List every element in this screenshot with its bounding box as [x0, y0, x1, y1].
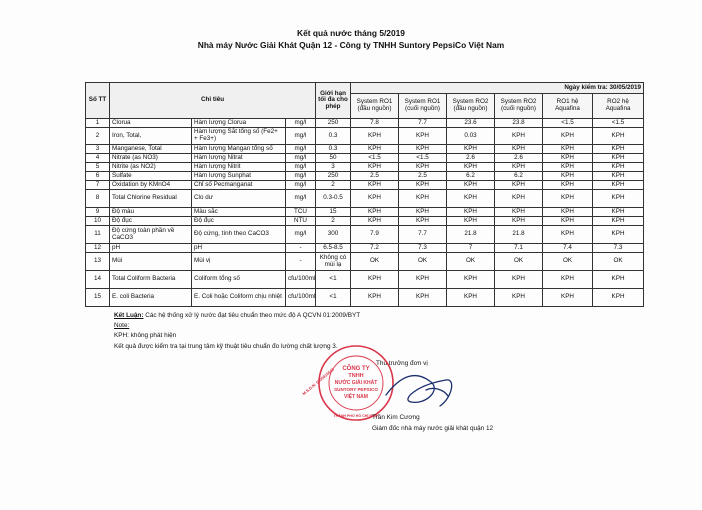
row-indicator-name: Độ đục [110, 217, 192, 226]
row-value: KPH [447, 289, 495, 307]
row-value: <1.5 [543, 119, 593, 128]
row-value: 7.7 [399, 226, 447, 244]
row-unit: NTU [286, 217, 316, 226]
results-table [85, 82, 644, 307]
row-value: KPH [351, 145, 399, 154]
row-indicator-desc: Coliform tổng số [192, 271, 286, 289]
row-limit: 2 [316, 181, 351, 190]
row-indicator-desc: Màu sắc [192, 208, 286, 217]
row-indicator-name: Oxidation by KMnO4 [110, 181, 192, 190]
header-limit: Giới hạn tối đa cho phép [316, 83, 351, 119]
row-value: KPH [351, 208, 399, 217]
row-unit: mg/l [286, 172, 316, 181]
row-value: OK [399, 253, 447, 271]
row-value: KPH [399, 145, 447, 154]
row-indicator-desc: Hàm lượng Sắt tổng số (Fe2+ + Fe3+) [192, 128, 286, 145]
row-value: KPH [543, 289, 593, 307]
row-unit: TCU [286, 208, 316, 217]
row-limit: 0.3 [316, 145, 351, 154]
row-indicator-name: Độ màu [110, 208, 192, 217]
row-unit: mg/l [286, 154, 316, 163]
row-number: 6 [86, 172, 110, 181]
conclusion-label: Kết Luận: [114, 312, 144, 319]
table-row [86, 271, 644, 289]
row-value: KPH [447, 217, 495, 226]
row-value: KPH [495, 217, 543, 226]
row-limit: 0.3-0.5 [316, 190, 351, 208]
row-indicator-name: E. coli Bacteria [110, 289, 192, 307]
row-value: KPH [593, 172, 644, 181]
signer-block [372, 413, 493, 434]
row-value: 21.8 [447, 226, 495, 244]
row-value: KPH [447, 145, 495, 154]
row-value: 2.5 [351, 172, 399, 181]
row-value: KPH [543, 208, 593, 217]
row-value: OK [593, 253, 644, 271]
row-value: KPH [495, 208, 543, 217]
stamp-line2: TNHH [348, 373, 364, 379]
table-row [86, 244, 644, 253]
row-indicator-name: Clorua [110, 119, 192, 128]
row-value: KPH [593, 128, 644, 145]
table-row [86, 289, 644, 307]
stamp-code: M.S.D.N: 0300816663 [301, 366, 336, 397]
row-number: 2 [86, 128, 110, 145]
row-value: 2.5 [399, 172, 447, 181]
row-value: 7.4 [543, 244, 593, 253]
row-value: OK [543, 253, 593, 271]
header-system-ro2-start: System RO2 (đầu nguồn) [447, 94, 495, 119]
row-number: 7 [86, 181, 110, 190]
row-limit: <1 [316, 289, 351, 307]
row-value: KPH [447, 208, 495, 217]
table-row [86, 226, 644, 244]
row-indicator-name: Nitrate (as NO3) [110, 154, 192, 163]
row-number: 12 [86, 244, 110, 253]
row-number: 9 [86, 208, 110, 217]
row-number: 4 [86, 154, 110, 163]
row-indicator-desc: Mùi vị [192, 253, 286, 271]
row-value: KPH [495, 289, 543, 307]
row-value: KPH [447, 163, 495, 172]
header-system-ro1-start: System RO1 (đầu nguồn) [351, 94, 399, 119]
header-ro1-aquafina: RO1 hệ Aquafina [543, 94, 593, 119]
row-value: KPH [543, 190, 593, 208]
row-limit: 0.3 [316, 128, 351, 145]
row-value: KPH [593, 271, 644, 289]
row-indicator-desc: Hàm lượng Nitrat [192, 154, 286, 163]
header-system-ro1-end: System RO1 (cuối nguồn) [399, 94, 447, 119]
table-row [86, 217, 644, 226]
row-indicator-desc: Chỉ số Pecmanganat [192, 181, 286, 190]
row-indicator-desc: Hàm lượng Clorua [192, 119, 286, 128]
row-indicator-desc: Hàm lượng Sunphat [192, 172, 286, 181]
row-value: 7 [447, 244, 495, 253]
row-value: KPH [593, 289, 644, 307]
stamp-line1: CÔNG TY [342, 366, 370, 372]
stamp-line4: SUNTORY PEPSICO [334, 387, 378, 392]
row-value: KPH [543, 217, 593, 226]
document-subtitle: Nhà máy Nước Giải Khát Quận 12 - Công ty TNHH Suntory PepsiCo Việt Nam [197, 40, 505, 50]
row-value: OK [351, 253, 399, 271]
row-number: 5 [86, 163, 110, 172]
row-value: KPH [399, 163, 447, 172]
signature-role: Thủ trưởng đơn vị [376, 360, 428, 367]
row-value: 7.8 [351, 119, 399, 128]
row-value: KPH [447, 190, 495, 208]
row-indicator-name: Manganese, Total [110, 145, 192, 154]
row-value: KPH [351, 190, 399, 208]
row-indicator-name: Sulfate [110, 172, 192, 181]
signer-position: Giám đốc nhà máy nước giải khát quận 12 [372, 424, 494, 432]
header-system-ro2-end: System RO2 (cuối nguồn) [495, 94, 543, 119]
row-value: KPH [399, 208, 447, 217]
stamp-ring: THÀNH PHỐ HỒ CHÍ MINH [333, 414, 379, 418]
row-indicator-desc: Độ đục [192, 217, 286, 226]
row-indicator-desc: Độ cứng, tính theo CaCO3 [192, 226, 286, 244]
row-value: KPH [351, 217, 399, 226]
row-value: KPH [593, 154, 644, 163]
row-unit: - [286, 253, 316, 271]
row-value: KPH [593, 208, 644, 217]
row-number: 15 [86, 289, 110, 307]
row-value: KPH [351, 163, 399, 172]
row-indicator-desc: Hàm lượng Mangan tổng số [192, 145, 286, 154]
row-value: 7.2 [351, 244, 399, 253]
row-unit: mg/l [286, 190, 316, 208]
row-value: <1.5 [593, 119, 644, 128]
row-indicator-desc: Clo dư [192, 190, 286, 208]
row-value: KPH [593, 190, 644, 208]
row-value: KPH [495, 181, 543, 190]
header-stt: Số TT [86, 83, 110, 119]
row-limit: 50 [316, 154, 351, 163]
row-unit: mg/l [286, 119, 316, 128]
header-ro2-aquafina: RO2 hệ Aquafina [593, 94, 644, 119]
row-indicator-name: Iron, Total, [110, 128, 192, 145]
handwritten-signature-icon [356, 360, 476, 415]
table-row [86, 163, 644, 172]
table-row [86, 145, 644, 154]
row-value: <1.5 [351, 154, 399, 163]
row-indicator-desc: Hàm lượng Nitrit [192, 163, 286, 172]
row-value: OK [495, 253, 543, 271]
row-value: KPH [495, 190, 543, 208]
row-value: KPH [351, 128, 399, 145]
row-value: KPH [593, 145, 644, 154]
row-number: 3 [86, 145, 110, 154]
row-value: KPH [399, 128, 447, 145]
table-row [86, 154, 644, 163]
row-value: KPH [399, 271, 447, 289]
row-number: 13 [86, 253, 110, 271]
row-value: KPH [399, 181, 447, 190]
row-value: 23.6 [447, 119, 495, 128]
row-unit: mg/l [286, 145, 316, 154]
row-limit: Không có mùi lạ [316, 253, 351, 271]
document-title: Kết quả nước tháng 5/2019 [297, 28, 405, 38]
row-value: KPH [447, 271, 495, 289]
row-number: 1 [86, 119, 110, 128]
row-indicator-name: Nitrite (as NO2) [110, 163, 192, 172]
row-indicator-name: Độ cứng toàn phần về CaCO3 [110, 226, 192, 244]
row-value: KPH [543, 145, 593, 154]
row-unit: mg/l [286, 226, 316, 244]
table-row [86, 190, 644, 208]
row-limit: 300 [316, 226, 351, 244]
row-value: 7.7 [399, 119, 447, 128]
conclusion-text: Các hệ thống xử lý nước đạt tiêu chuẩn theo mức độ A QCVN 01:2009/BYT [145, 312, 361, 319]
row-value: KPH [495, 128, 543, 145]
row-value: KPH [593, 181, 644, 190]
row-indicator-name: Mùi [110, 253, 192, 271]
row-value: KPH [447, 181, 495, 190]
row-limit: 3 [316, 163, 351, 172]
row-limit: 250 [316, 119, 351, 128]
row-value: KPH [543, 181, 593, 190]
row-value: KPH [543, 128, 593, 145]
row-number: 8 [86, 190, 110, 208]
row-value: KPH [399, 289, 447, 307]
row-value: KPH [495, 145, 543, 154]
row-limit: 250 [316, 172, 351, 181]
row-value: 7.9 [351, 226, 399, 244]
row-value: KPH [399, 190, 447, 208]
row-value: KPH [351, 271, 399, 289]
row-value: KPH [543, 154, 593, 163]
stamp-line5: VIỆT NAM [344, 394, 368, 400]
row-unit: cfu/100ml [286, 289, 316, 307]
row-indicator-name: pH [110, 244, 192, 253]
stamp-line3: NƯỚC GIẢI KHÁT [334, 380, 378, 386]
row-value: 6.2 [495, 172, 543, 181]
row-value: 21.8 [495, 226, 543, 244]
row-indicator-desc: E. Coli hoặc Coliform chịu nhiệt [192, 289, 286, 307]
table-row [86, 181, 644, 190]
row-value: 6.2 [447, 172, 495, 181]
row-indicator-name: Total Coliform Bacteria [110, 271, 192, 289]
row-value: 23.8 [495, 119, 543, 128]
row-value: 7.3 [593, 244, 644, 253]
row-value: KPH [543, 172, 593, 181]
header-indicator: Chỉ tiêu [110, 83, 316, 119]
row-limit: <1 [316, 271, 351, 289]
row-value: KPH [495, 163, 543, 172]
row-value: 2.6 [495, 154, 543, 163]
table-row [86, 208, 644, 217]
row-unit: cfu/100ml [286, 271, 316, 289]
table-row [86, 128, 644, 145]
row-number: 10 [86, 217, 110, 226]
row-value: KPH [543, 271, 593, 289]
row-value: KPH [593, 226, 644, 244]
kph-note: KPH: không phát hiện [114, 332, 177, 340]
row-value: 0.03 [447, 128, 495, 145]
table-row [86, 253, 644, 271]
row-number: 11 [86, 226, 110, 244]
table-row [86, 119, 644, 128]
row-indicator-name: Total Chlorine Residual [110, 190, 192, 208]
row-value: KPH [495, 271, 543, 289]
row-unit: - [286, 244, 316, 253]
row-limit: 2 [316, 217, 351, 226]
row-value: 7.1 [495, 244, 543, 253]
row-value: 2.6 [447, 154, 495, 163]
row-indicator-desc: pH [192, 244, 286, 253]
row-value: KPH [351, 181, 399, 190]
row-value: KPH [593, 217, 644, 226]
row-unit: mg/l [286, 163, 316, 172]
row-value: KPH [351, 289, 399, 307]
signer-name: Trần Kim Cương [372, 414, 420, 421]
row-value: KPH [543, 163, 593, 172]
row-value: KPH [543, 226, 593, 244]
row-value: 7.3 [399, 244, 447, 253]
row-limit: 6.5-8.5 [316, 244, 351, 253]
note-label: Note: [114, 322, 130, 330]
row-value: OK [447, 253, 495, 271]
row-unit: mg/l [286, 181, 316, 190]
row-unit: mg/l [286, 128, 316, 145]
row-limit: 15 [316, 208, 351, 217]
row-number: 14 [86, 271, 110, 289]
row-value: <1.5 [399, 154, 447, 163]
verification-note: Kết quả được kiểm tra tại trung tâm kỹ thuật tiêu chuẩn đo lường chất lượng 3. [114, 342, 338, 350]
table-row [86, 172, 644, 181]
header-test-date: Ngày kiểm tra: 30/05/2019 [351, 83, 644, 94]
row-value: KPH [399, 217, 447, 226]
row-value: KPH [593, 163, 644, 172]
